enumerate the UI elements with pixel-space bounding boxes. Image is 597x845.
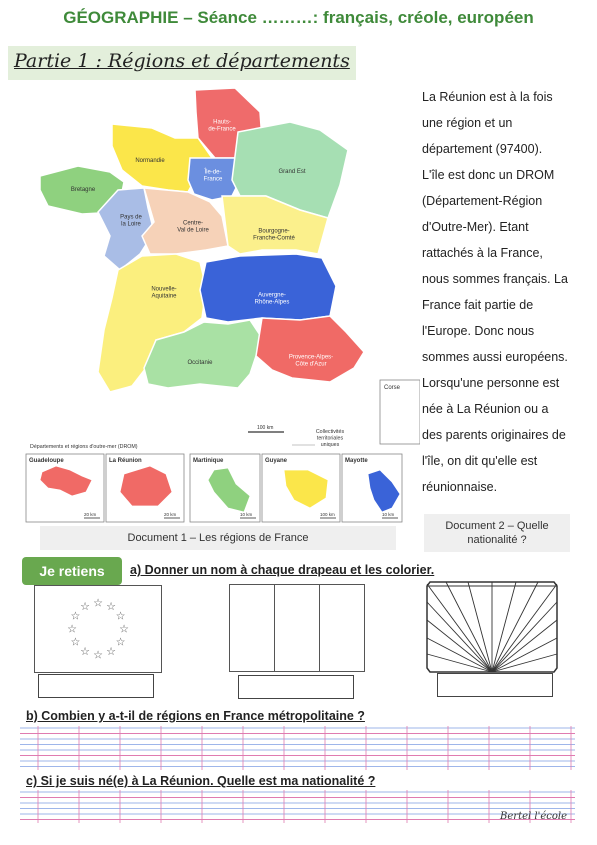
document-1-caption: Document 1 – Les régions de France <box>40 526 396 550</box>
eu-star: ☆ <box>106 600 116 613</box>
eu-star: ☆ <box>115 636 126 649</box>
drom-label-guyane: Guyane <box>265 458 288 464</box>
region-label-centre-val-de-loire: Centre-Val de Loire <box>177 220 209 234</box>
credit: Bertel l'école <box>500 811 567 822</box>
flag1-name-box[interactable] <box>38 674 154 698</box>
info-line: née à La Réunion ou a <box>422 402 549 416</box>
info-line: La Réunion est à la fois <box>422 90 553 104</box>
info-line: d'Outre-Mer). Etant <box>422 220 529 234</box>
page-title: GÉOGRAPHIE – Séance ………: français, créole, européen <box>63 8 534 27</box>
eu-flag[interactable] <box>34 585 162 673</box>
region-label-hauts-de-france: Hauts-de-France <box>208 119 236 133</box>
info-line: département (97400). <box>422 142 543 156</box>
drom-scale-guadeloupe: 20 km <box>84 512 97 517</box>
drom-label-martinique: Martinique <box>193 458 224 464</box>
french-flag[interactable] <box>229 584 365 672</box>
eu-star: ☆ <box>93 597 103 610</box>
question-c: c) Si je suis né(e) à La Réunion. Quelle est ma nationalité ? <box>26 774 376 788</box>
eu-star: ☆ <box>106 646 116 659</box>
scale-label: 100 km <box>257 425 274 431</box>
drom-insets <box>26 454 402 522</box>
eu-star: ☆ <box>70 610 81 623</box>
eu-star: ☆ <box>119 623 129 636</box>
region-label-occitanie: Occitanie <box>187 360 213 366</box>
collectivites-label: Collectivités territoriales uniques <box>315 429 345 448</box>
drom-label-mayotte: Mayotte <box>345 458 368 464</box>
region-label-normandie: Normandie <box>135 158 165 164</box>
info-line: (Département-Région <box>422 194 543 208</box>
reunion-flag[interactable] <box>424 580 560 674</box>
document-2-caption <box>424 514 570 552</box>
eu-star: ☆ <box>115 610 126 623</box>
region-label-provence-alpes-cote-d-azur: Provence-Alpes-Côte d'Azur <box>288 354 334 368</box>
info-text-block <box>422 84 592 500</box>
france-regions-map <box>0 80 420 526</box>
answer-b-ruling[interactable] <box>20 726 575 770</box>
info-line: réunionnaise. <box>422 480 498 494</box>
question-b: b) Combien y a-t-il de régions en France métropolitaine ? <box>26 709 365 723</box>
region-label-bourgogne-franche-comte: Bourgogne-Franche-Comté <box>253 228 295 242</box>
eu-stars <box>35 586 161 672</box>
drom-scale-guyane: 100 km <box>320 512 335 517</box>
french-flag-divider-1 <box>274 585 275 671</box>
drom-label-la-reunion: La Réunion <box>109 458 142 464</box>
part1-title: Partie 1 : Régions et départements <box>14 50 350 72</box>
reunion-flag-drawing <box>424 580 560 674</box>
info-line: L'île est donc un DROM <box>422 168 555 182</box>
drom-label-guadeloupe: Guadeloupe <box>29 458 64 464</box>
drom-header: Départements et régions d'outre-mer (DROM) <box>30 444 138 450</box>
eu-star: ☆ <box>67 623 77 636</box>
je-retiens-badge: Je retiens <box>22 557 122 585</box>
region-label-bretagne: Bretagne <box>70 187 96 193</box>
info-line: rattachés à la France, <box>422 246 543 260</box>
region-label-pays-de-la-loire: Pays de la Loire <box>120 214 142 228</box>
region-provence-alpes-cote-d-azur <box>256 316 364 382</box>
eu-star: ☆ <box>80 600 90 613</box>
flag2-name-box[interactable] <box>238 675 354 699</box>
flag3-name-box[interactable] <box>437 673 553 697</box>
eu-star: ☆ <box>93 649 103 662</box>
document-2-caption-line1: Document 2 – Quelle <box>445 520 549 532</box>
eu-star: ☆ <box>70 636 81 649</box>
info-line: nous sommes français. La <box>422 272 568 286</box>
info-line: l'Europe. Donc nous <box>422 324 535 338</box>
region-label-ile-de-france: Île-de-France <box>203 169 223 183</box>
corse-inset-label: Corse <box>384 385 401 391</box>
info-line: des parents originaires de <box>422 428 566 442</box>
eu-star: ☆ <box>80 646 90 659</box>
region-label-nouvelle-aquitaine: Nouvelle-Aquitaine <box>151 286 177 300</box>
region-label-grand-est: Grand Est <box>278 169 306 175</box>
region-auvergne-rhone-alpes <box>200 254 336 322</box>
drom-scale-martinique: 10 km <box>240 512 253 517</box>
regions-layer <box>40 88 408 444</box>
info-line: une région et un <box>422 116 513 130</box>
info-line: France fait partie de <box>422 298 534 312</box>
region-label-auvergne-rhone-alpes: Auvergne-Rhône-Alpes <box>254 292 290 306</box>
info-line: l'île, on dit qu'elle est <box>422 454 538 468</box>
drom-scale-la-reunion: 20 km <box>164 512 177 517</box>
answer-c-ruling[interactable] <box>20 790 575 826</box>
drom-scale-mayotte: 10 km <box>382 512 395 517</box>
info-line: sommes aussi européens. <box>422 350 568 364</box>
french-flag-divider-2 <box>319 585 320 671</box>
info-line: Lorsqu'une personne est <box>422 376 560 390</box>
question-a: a) Donner un nom à chaque drapeau et les colorier. <box>130 563 435 577</box>
document-2-caption-line2: nationalité ? <box>467 534 527 546</box>
